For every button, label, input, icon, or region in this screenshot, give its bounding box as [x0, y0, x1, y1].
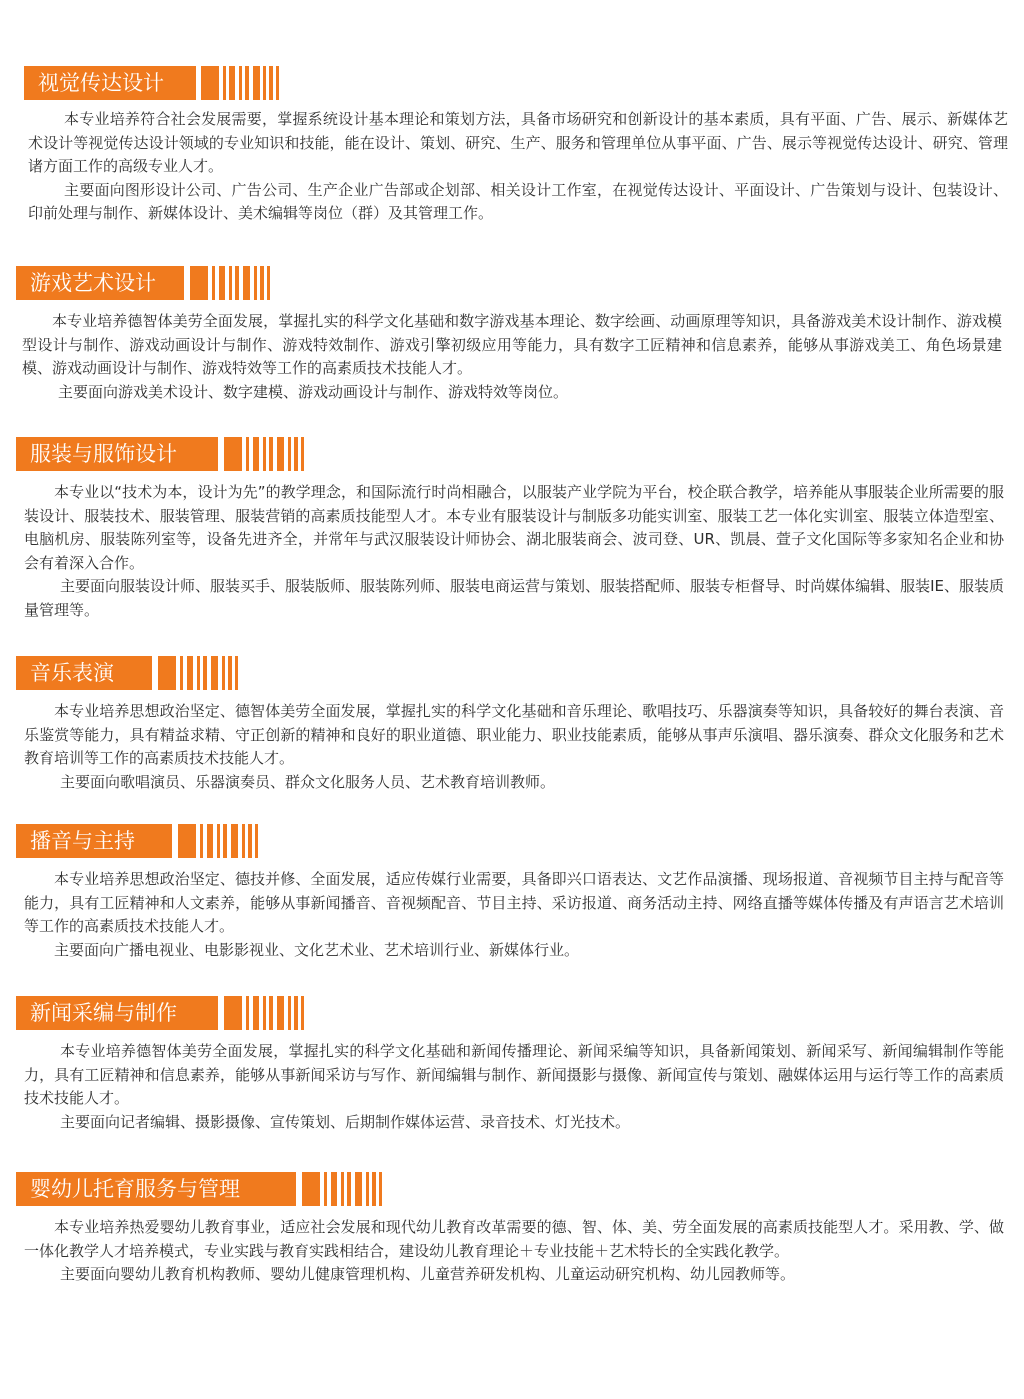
section-title: 视觉传达设计: [24, 66, 196, 100]
paragraph: 主要面向记者编辑、摄影摄像、宣传策划、后期制作媒体运营、录音技术、灯光技术。: [60, 1112, 631, 1131]
section-header: [0, 437, 1024, 473]
section-header: [0, 824, 1024, 860]
paragraph: 本专业以“技术为本，设计为先”的教学理念，和国际流行时尚相融合，以服装产业学院为平台，校企联合教学，培养能从事服装企业所需要的服装设计、服装技术、服装管理、服装营销的高素质技能型人才。本专业有服装设计与制版多功能实训室、服装工艺一体化实训室、服装立体造型室、电脑机房、服装陈列室等，设备先进齐全，并常年与武汉服装设计师协会、湖北服装商会、波司登、UR、凯晨、萱子文化国际等多家知名企业和协会有着深入合作。: [24, 483, 1004, 572]
section-header: [0, 1172, 1024, 1208]
section-game-art-design: [0, 266, 1024, 401]
section-title: 播音与主持: [16, 824, 172, 858]
section-body: [24, 1216, 1004, 1287]
section-header: [0, 266, 1024, 302]
section-body: [24, 868, 1004, 962]
paragraph: 本专业培养符合社会发展需要，掌握系统设计基本理论和策划方法，具备市场研究和创新设计的基本素质，具有平面、广告、展示、新媒体艺术设计等视觉传达设计领域的专业知识和技能，能在设计、策划、研究、生产、服务和管理单位从事平面、广告、展示等视觉传达设计、研究、管理诸方面工作的高级专业人才。: [28, 110, 1008, 175]
paragraph: 主要面向游戏美术设计、数字建模、游戏动画设计与制作、游戏特效等岗位。: [58, 382, 569, 401]
paragraph: 本专业培养思想政治坚定、德技并修、全面发展，适应传媒行业需要，具备即兴口语表达、文艺作品演播、现场报道、音视频节目主持与配音等能力，具有工匠精神和人文素养，能够从事新闻播音、音视频配音、节目主持、采访报道、商务活动主持、网络直播等媒体传播及有声语言艺术培训等工作的高素质技术技能人才。: [24, 870, 1004, 935]
section-body: [24, 481, 1004, 622]
paragraph: 本专业培养德智体美劳全面发展，掌握扎实的科学文化基础和数字游戏基本理论、数字绘画、动画原理等知识，具备游戏美术设计制作、游戏模型设计与制作、游戏动画设计与制作、游戏特效制作、游戏引擎初级应用等能力，具有数字工匠精神和信息素养，能够从事游戏美工、角色场景建模、游戏动画设计与制作、游戏特效等工作的高素质技术技能人才。: [22, 312, 1002, 377]
paragraph: 本专业培养德智体美劳全面发展，掌握扎实的科学文化基础和新闻传播理论、新闻采编等知识，具备新闻策划、新闻采写、新闻编辑制作等能力，具有工匠精神和信息素养，能够从事新闻采访与写作、新闻编辑与制作、新闻摄影与摄像、新闻宣传与策划、融媒体运用与运行等工作的高素质技术技能人才。: [24, 1042, 1004, 1107]
paragraph: 主要面向歌唱演员、乐器演奏员、群众文化服务人员、艺术教育培训教师。: [60, 772, 556, 791]
barcode-decoration: [218, 996, 310, 1030]
section-body: [24, 700, 1004, 794]
section-body: [28, 108, 1008, 226]
section-title: 服装与服饰设计: [16, 437, 218, 471]
section-title: 新闻采编与制作: [16, 996, 218, 1030]
section-music-performance: [0, 656, 1024, 791]
barcode-decoration: [196, 66, 286, 100]
section-infant-care: [0, 1172, 1024, 1283]
paragraph: 主要面向服装设计师、服装买手、服装版师、服装陈列师、服装电商运营与策划、服装搭配师、服装专柜督导、时尚媒体编辑、服装IE、服装质量管理等。: [24, 577, 1004, 619]
section-body: [22, 310, 1002, 404]
section-title: 音乐表演: [16, 656, 152, 690]
paragraph: 主要面向婴幼儿教育机构教师、婴幼儿健康管理机构、儿童营养研发机构、儿童运动研究机构、幼儿园教师等。: [60, 1265, 796, 1283]
barcode-decoration: [152, 656, 244, 690]
section-news-editing: [0, 996, 1024, 1131]
barcode-decoration: [172, 824, 264, 858]
section-fashion-design: [0, 437, 1024, 619]
paragraph: 本专业培养热爱婴幼儿教育事业，适应社会发展和现代幼儿教育改革需要的德、智、体、美、劳全面发展的高素质技能型人才。采用教、学、做一体化教学人才培养模式，专业实践与教育实践相结合，建设幼儿教育理论＋专业技能＋艺术特长的全实践化教学。: [24, 1218, 1004, 1260]
barcode-decoration: [218, 437, 308, 471]
section-title: 婴幼儿托育服务与管理: [16, 1172, 296, 1206]
section-header: [0, 996, 1024, 1032]
barcode-decoration: [184, 266, 276, 300]
section-visual-communication: [0, 66, 1024, 222]
paragraph: 主要面向图形设计公司、广告公司、生产企业广告部或企划部、相关设计工作室，在视觉传达设计、平面设计、广告策划与设计、包装设计、印前处理与制作、新媒体设计、美术编辑等岗位（群）及其管理工作。: [28, 180, 1008, 222]
section-title: 游戏艺术设计: [16, 266, 184, 300]
paragraph: 主要面向广播电视业、电影影视业、文化艺术业、艺术培训行业、新媒体行业。: [54, 940, 580, 959]
paragraph: 本专业培养思想政治坚定、德智体美劳全面发展，掌握扎实的科学文化基础和音乐理论、歌唱技巧、乐器演奏等知识，具备较好的舞台表演、音乐鉴赏等能力，具有精益求精、守正创新的精神和良好的职业道德、职业能力、职业技能素质，能够从事声乐演唱、器乐演奏、群众文化服务和艺术教育培训等工作的高素质技术技能人才。: [24, 702, 1004, 767]
section-body: [24, 1040, 1004, 1134]
section-broadcasting-hosting: [0, 824, 1024, 959]
barcode-decoration: [296, 1172, 388, 1206]
section-header: [0, 656, 1024, 692]
section-header: [0, 66, 1024, 102]
